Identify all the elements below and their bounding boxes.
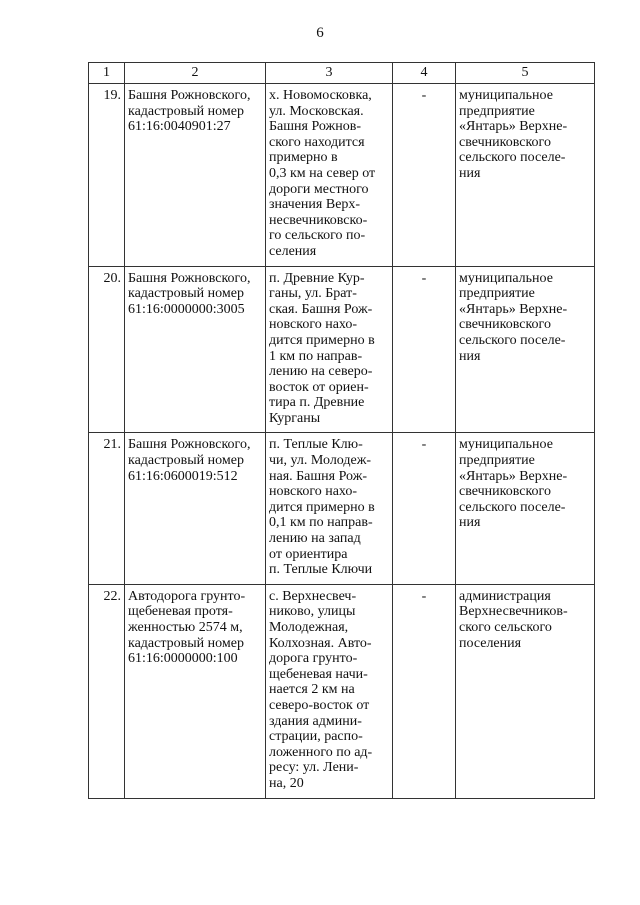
header-col-2: 2	[125, 63, 266, 84]
table-row	[89, 266, 595, 433]
row-number: 19.	[89, 84, 125, 267]
header-col-3: 3	[266, 63, 393, 84]
object-holder: администрация Верхнесвечников- ского сельского поселения	[456, 584, 595, 798]
property-registry-table	[88, 62, 595, 799]
header-col-4: 4	[393, 63, 456, 84]
object-holder: муниципальное предприятие «Янтарь» Верхне- свечниковского сельского поселе- ния	[456, 84, 595, 267]
object-holder: муниципальное предприятие «Янтарь» Верхне- свечниковского сельского поселе- ния	[456, 266, 595, 433]
header-col-5: 5	[456, 63, 595, 84]
row-number: 21.	[89, 433, 125, 584]
column-4-value: -	[393, 433, 456, 584]
object-location: х. Новомосковка, ул. Московская. Башня Рожнов- ского находится примерно в 0,3 км на север от дороги местного значения Верх- несвечниковско- го сельского по- селения	[266, 84, 393, 267]
page-number: 6	[316, 25, 324, 41]
object-name: Башня Рожновского, кадастровый номер 61:16:0040901:27	[125, 84, 266, 267]
table-header-row	[89, 63, 595, 84]
object-location: с. Верхнесвеч- никово, улицы Молодежная, Колхозная. Авто- дорога грунто- щебеневая начи- нается 2 км на северо-восток от здания админи- страции, распо- ложенного по ад- ресу: ул. Лени- на, 20	[266, 584, 393, 798]
table-row	[89, 584, 595, 798]
object-location: п. Древние Кур- ганы, ул. Брат- ская. Башня Рож- новского нахо- дится примерно в 1 км по направ- лению на северо- восток от ориен- тира п. Древние Курганы	[266, 266, 393, 433]
column-4-value: -	[393, 584, 456, 798]
row-number: 22.	[89, 584, 125, 798]
column-4-value: -	[393, 266, 456, 433]
object-name: Башня Рожновского, кадастровый номер 61:16:0000000:3005	[125, 266, 266, 433]
object-name: Автодорога грунто- щебеневая протя- женностью 2574 м, кадастровый номер 61:16:0000000:100	[125, 584, 266, 798]
object-name: Башня Рожновского, кадастровый номер 61:16:0600019:512	[125, 433, 266, 584]
row-number: 20.	[89, 266, 125, 433]
table-row	[89, 84, 595, 267]
object-location: п. Теплые Клю- чи, ул. Молодеж- ная. Башня Рож- новского нахо- дится примерно в 0,1 км по направ- лению на запад от ориентира п. Теплые Ключи	[266, 433, 393, 584]
object-holder: муниципальное предприятие «Янтарь» Верхне- свечниковского сельского поселе- ния	[456, 433, 595, 584]
header-col-1: 1	[89, 63, 125, 84]
table-row	[89, 433, 595, 584]
column-4-value: -	[393, 84, 456, 267]
